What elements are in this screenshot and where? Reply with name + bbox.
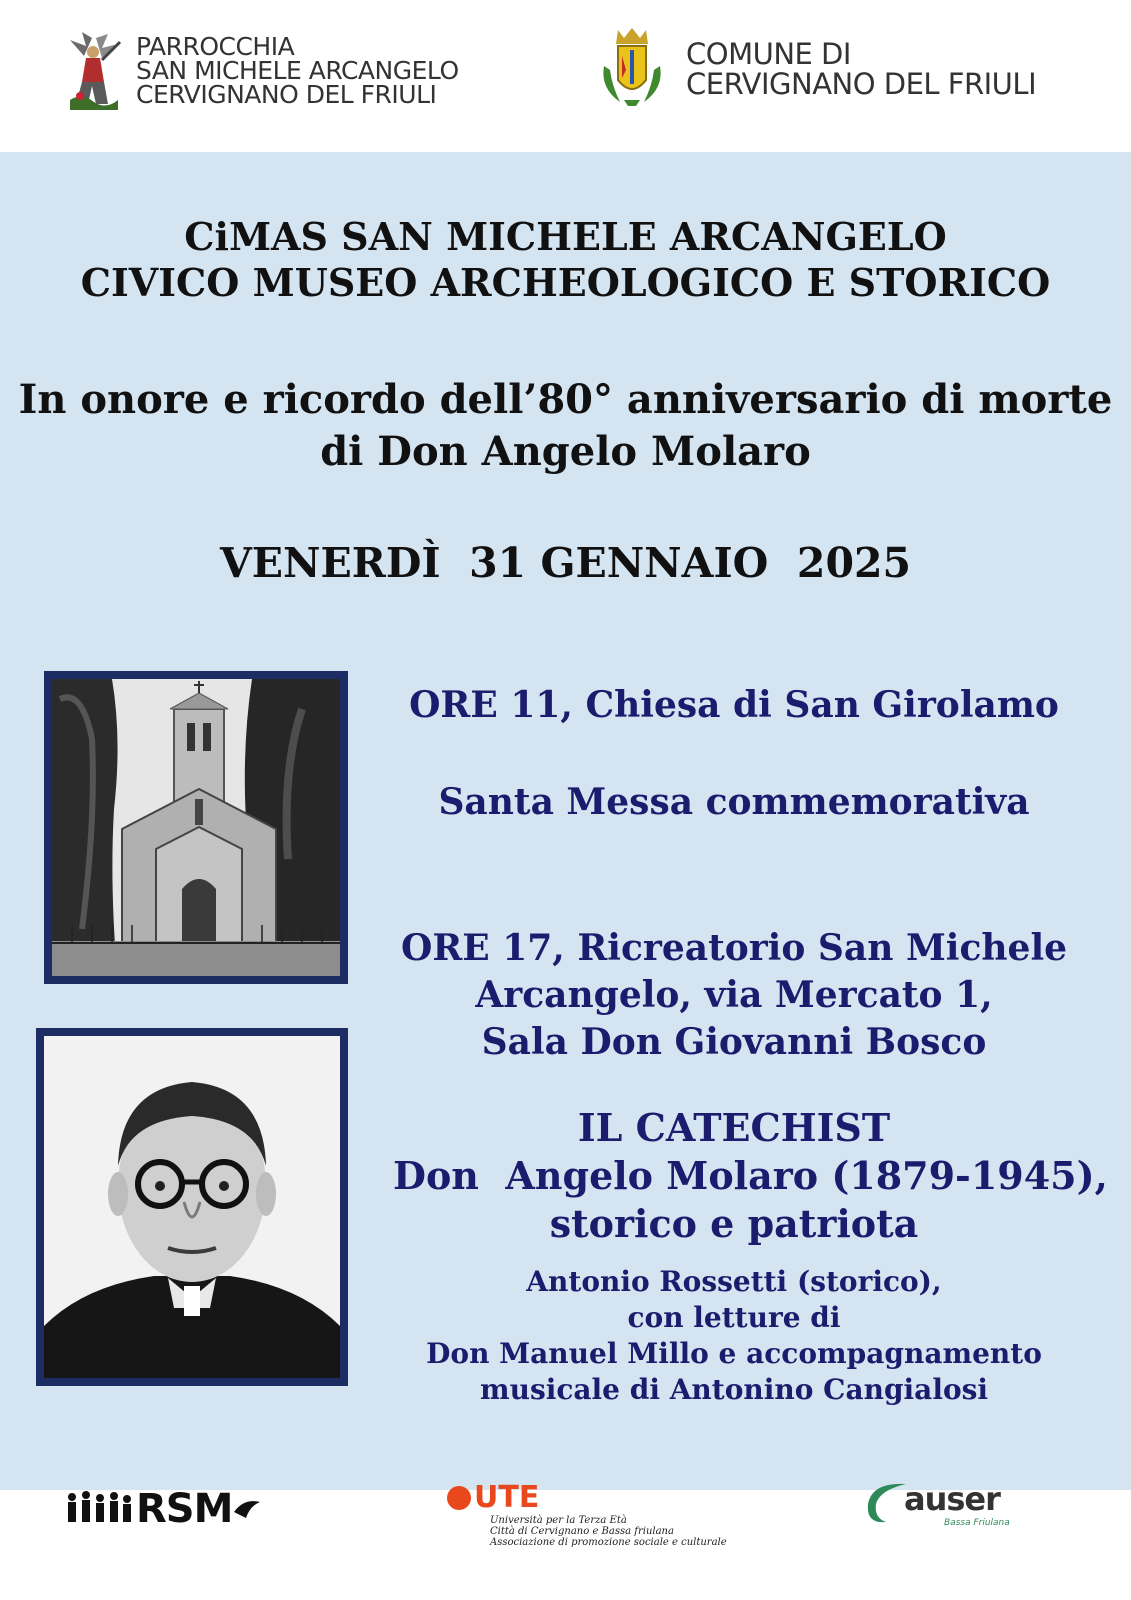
people-group-icon — [64, 1489, 134, 1529]
event2-place — [393, 925, 1075, 1066]
event2-credits — [393, 1264, 1075, 1408]
comune-line-2: CERVIGNANO DEL FRIULI — [686, 67, 1037, 101]
portrait-photo — [36, 1028, 348, 1386]
ute-sun-icon — [446, 1485, 472, 1511]
comune-logo — [596, 26, 1036, 112]
ute-label: UTE — [474, 1480, 540, 1515]
parish-logo — [62, 30, 459, 112]
event2-credit-line-2: con letture di — [627, 1301, 841, 1334]
heading-line-2: CIVICO MUSEO ARCHEOLOGICO E STORICO — [80, 260, 1051, 305]
event1-title: Santa Messa commemorativa — [438, 781, 1030, 823]
auser-subtitle: Bassa Friulana — [944, 1518, 1010, 1528]
event2-credit-line-1: Antonio Rossetti (storico), — [526, 1265, 942, 1298]
subtitle-line-1: In onore e ricordo dell’80° anniversario di morte — [18, 376, 1113, 423]
event2-credit-line-3: Don Manuel Millo e accompagnamento — [426, 1337, 1042, 1370]
auser-swoosh-icon — [862, 1478, 910, 1530]
anniversary-subtitle — [0, 374, 1131, 478]
subtitle-line-2: di Don Angelo Molaro — [320, 428, 811, 475]
church-photo — [44, 671, 348, 984]
rsm-logo — [64, 1486, 262, 1532]
parish-line-2: SAN MICHELE ARCANGELO — [136, 56, 459, 85]
event2-place-line-1: ORE 17, Ricreatorio San Michele — [400, 927, 1068, 969]
bird-icon — [232, 1496, 262, 1522]
heading-line-1: CiMAS SAN MICHELE ARCANGELO — [184, 214, 947, 259]
event-date: VENERDÌ 31 GENNAIO 2025 — [219, 539, 912, 587]
ute-line-2: Città di Cervignano e Bassa friulana — [490, 1526, 674, 1537]
coat-of-arms-icon — [596, 26, 668, 112]
parish-name — [136, 32, 459, 109]
archangel-emblem-icon — [62, 30, 124, 112]
header-bar — [0, 0, 1131, 152]
comune-line-1: COMUNE DI — [686, 37, 851, 71]
event2-title-line-2: Don Angelo Molaro (1879-1945), — [393, 1153, 1108, 1198]
auser-label: auser — [904, 1480, 1000, 1518]
event2-place-line-2: Arcangelo, via Mercato 1, — [475, 974, 993, 1016]
event2-title-line-1: IL CATECHIST — [577, 1105, 891, 1150]
parish-line-1: PARROCCHIA — [136, 32, 295, 61]
museum-heading — [0, 214, 1131, 306]
rsm-label: RSM — [136, 1486, 233, 1532]
event2-title — [393, 1104, 1108, 1248]
ute-caption — [490, 1515, 727, 1548]
ute-line-1: Università per la Terza Età — [490, 1515, 627, 1526]
ute-line-3: Associazione di promozione sociale e culturale — [490, 1537, 727, 1548]
event2-credit-line-4: musicale di Antonino Cangialosi — [479, 1373, 989, 1406]
comune-name — [686, 39, 1036, 99]
auser-logo — [862, 1478, 1010, 1530]
ute-logo — [446, 1480, 727, 1548]
event2-title-line-3: storico e patriota — [549, 1201, 919, 1246]
event2-place-line-3: Sala Don Giovanni Bosco — [481, 1021, 987, 1063]
event1-time-place: ORE 11, Chiesa di San Girolamo — [409, 684, 1059, 726]
parish-line-3: CERVIGNANO DEL FRIULI — [136, 80, 437, 109]
